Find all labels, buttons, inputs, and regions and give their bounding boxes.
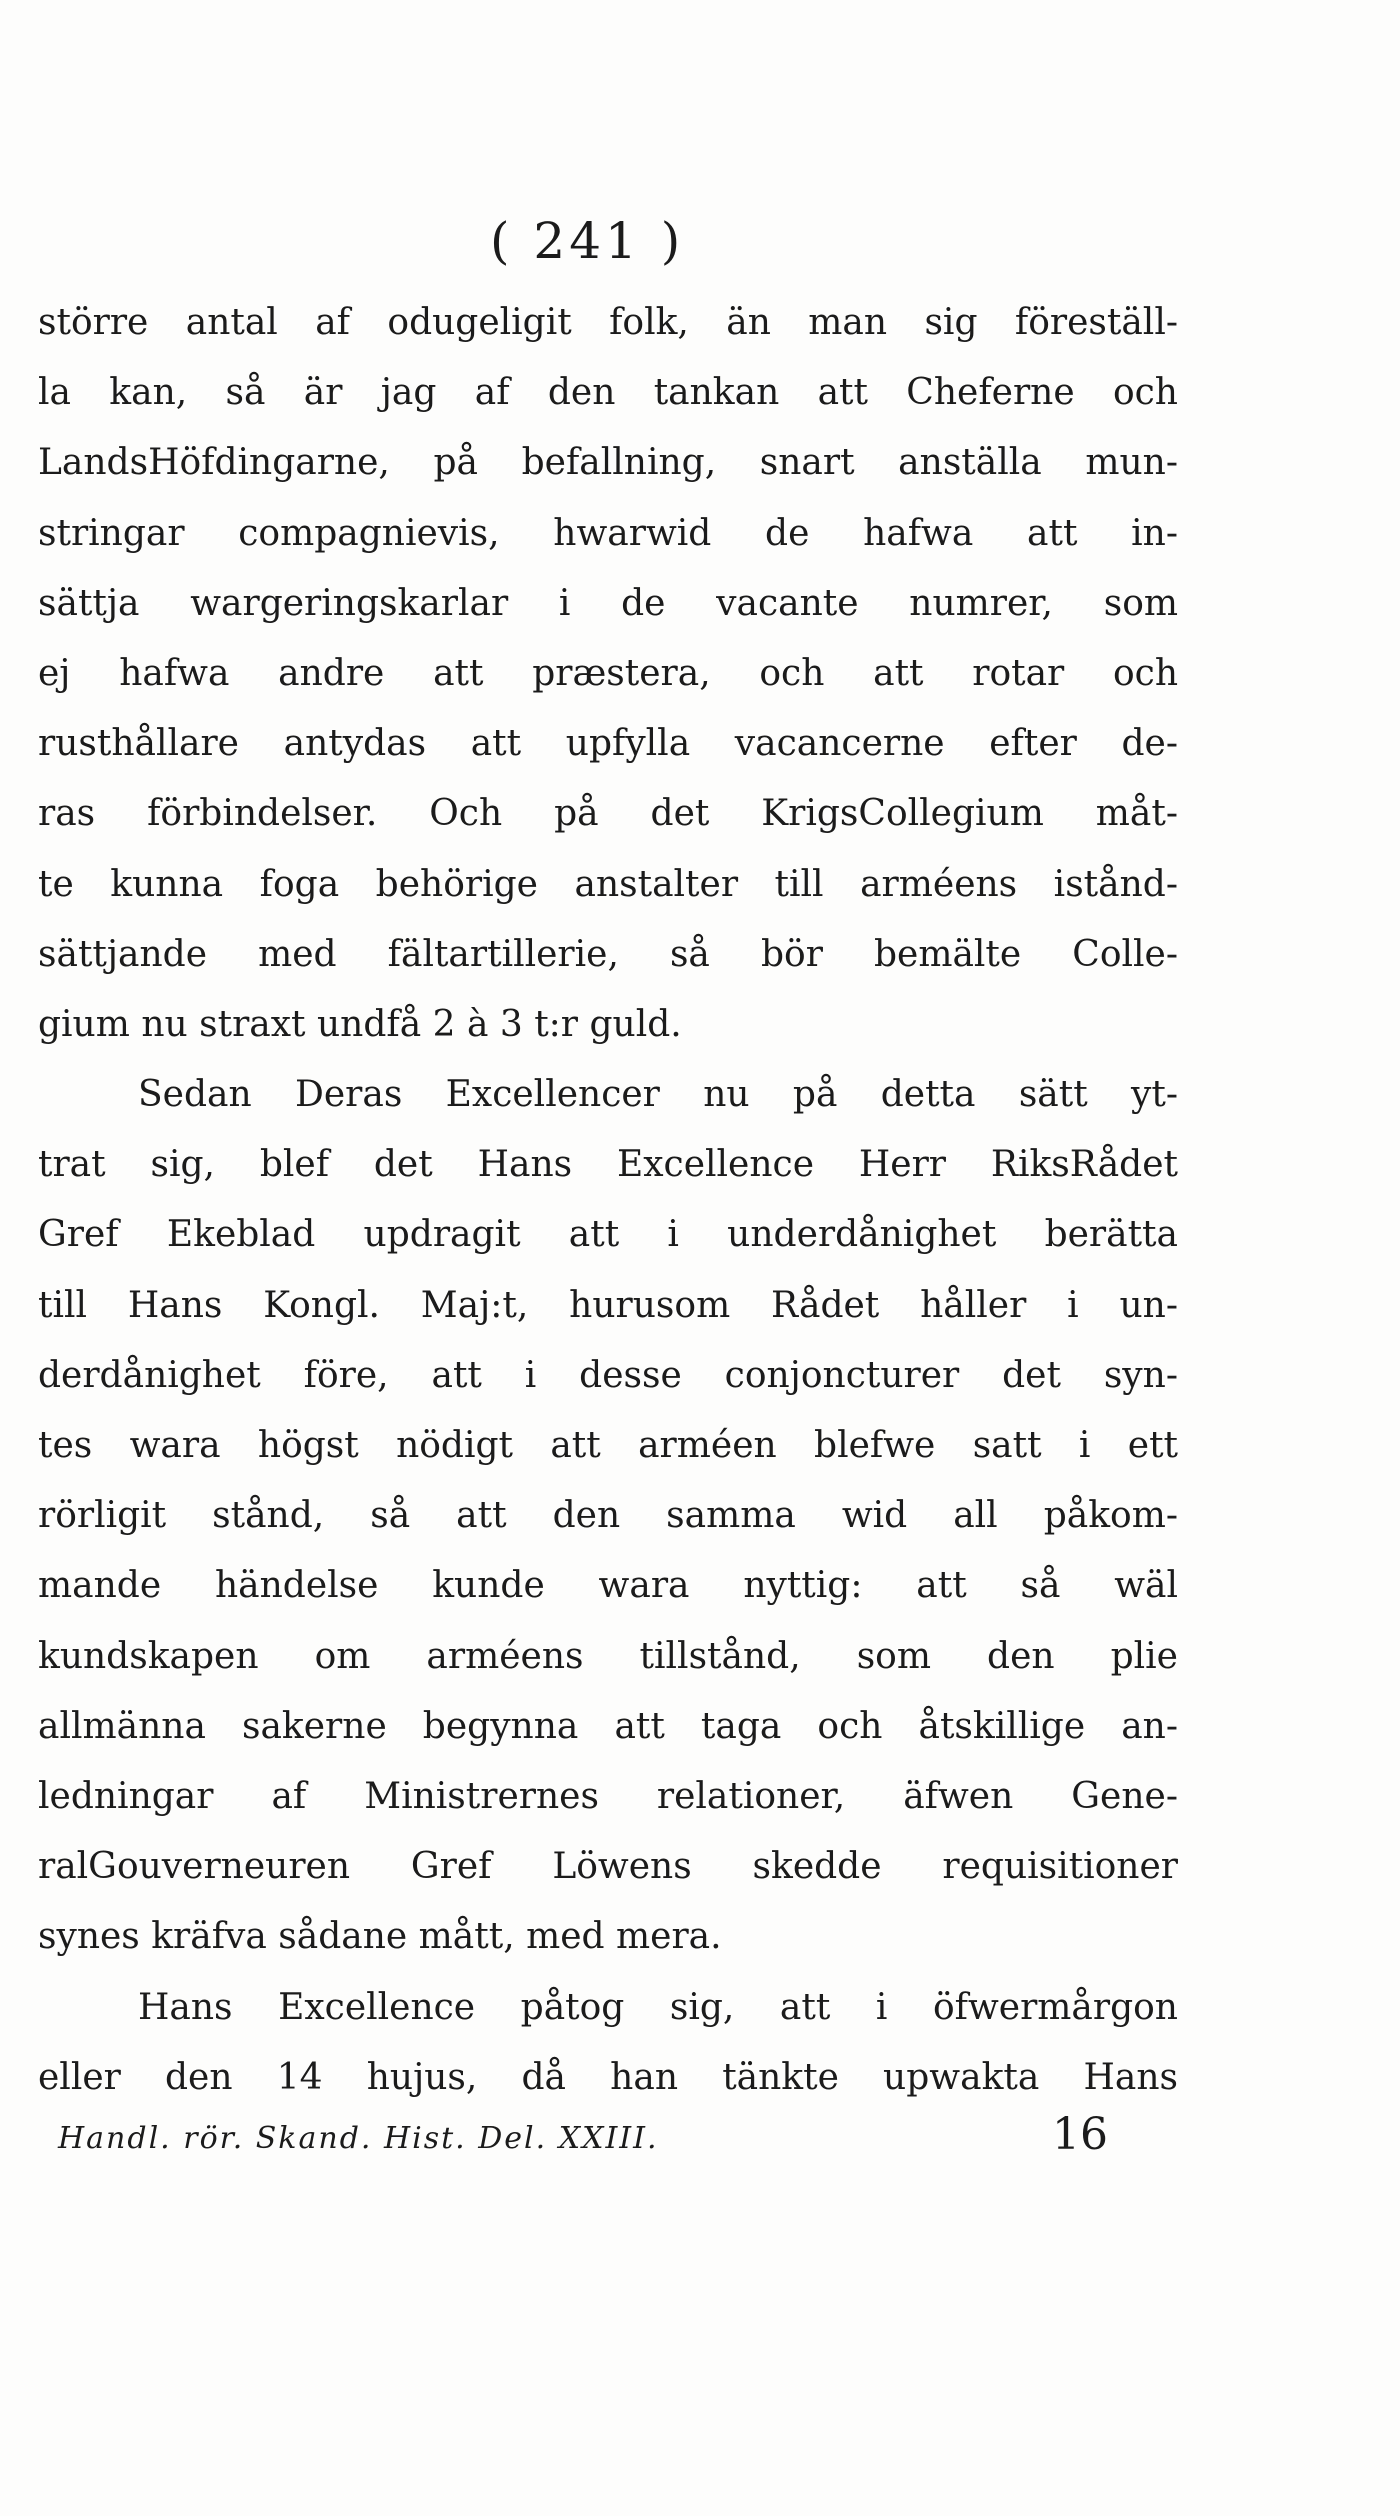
text-line: eller den 14 hujus, då han tänkte upwakta Hans bbox=[38, 2056, 1178, 2098]
text-line: sättja wargeringskarlar i de vacante numrer, som bbox=[38, 582, 1178, 624]
text-line: kundskapen om arméens tillstånd, som den plie bbox=[38, 1635, 1178, 1677]
text-line: la kan, så är jag af den tankan att Cheferne och bbox=[38, 372, 1178, 414]
text-line: LandsHöfdingarne, på befallning, snart anställa mun- bbox=[38, 442, 1178, 484]
text-line: trat sig, blef det Hans Excellence Herr RiksRådet bbox=[38, 1144, 1178, 1186]
footer-signature: Handl. rör. Skand. Hist. Del. XXIII. bbox=[58, 2121, 659, 2157]
text-line: Gref Ekeblad updragit att i underdånighet berätta bbox=[38, 1214, 1178, 1256]
text-line: derdånighet före, att i desse conjoncturer det syn- bbox=[38, 1354, 1178, 1396]
text-line: Hans Excellence påtog sig, att i öfwermårgon bbox=[138, 1986, 1178, 2028]
text-line: sättjande med fältartillerie, så bör bemälte Colle- bbox=[38, 933, 1178, 975]
text-line: tes wara högst nödigt att arméen blefwe satt i ett bbox=[38, 1425, 1178, 1466]
text-line: mande händelse kunde wara nyttig: att så wäl bbox=[38, 1565, 1178, 1607]
sheet-number: 16 bbox=[1052, 2109, 1108, 2161]
text-line: stringar compagnievis, hwarwid de hafwa att in- bbox=[38, 512, 1178, 554]
text-line: större antal af odugeligit folk, än man sig föreställ- bbox=[38, 302, 1178, 343]
text-line: ralGouverneuren Gref Löwens skedde requisitioner bbox=[38, 1846, 1178, 1888]
text-line: rusthållare antydas att upfylla vacancerne efter de- bbox=[38, 723, 1178, 765]
text-line: rörligit stånd, så att den samma wid all påkom- bbox=[38, 1495, 1178, 1537]
text-line: Sedan Deras Excellencer nu på detta sätt yt- bbox=[138, 1074, 1178, 1116]
text-line: gium nu straxt undfå 2 à 3 t:r guld. bbox=[38, 1003, 682, 1045]
text-line: till Hans Kongl. Maj:t, hurusom Rådet håller i un- bbox=[38, 1284, 1178, 1326]
text-line: ras förbindelser. Och på det KrigsCollegium måt- bbox=[38, 793, 1178, 835]
text-line: ej hafwa andre att præstera, och att rotar och bbox=[38, 652, 1178, 694]
text-line: allmänna sakerne begynna att taga och åtskillige an- bbox=[38, 1705, 1178, 1747]
text-line: synes kräfva sådane mått, med mera. bbox=[38, 1916, 722, 1958]
body-text bbox=[38, 288, 1178, 2113]
text-line: te kunna foga behörige anstalter till arméens istånd- bbox=[38, 863, 1178, 905]
text-line: ledningar af Ministrernes relationer, äfwen Gene- bbox=[38, 1775, 1178, 1817]
page-number: ( 241 ) bbox=[490, 212, 685, 270]
